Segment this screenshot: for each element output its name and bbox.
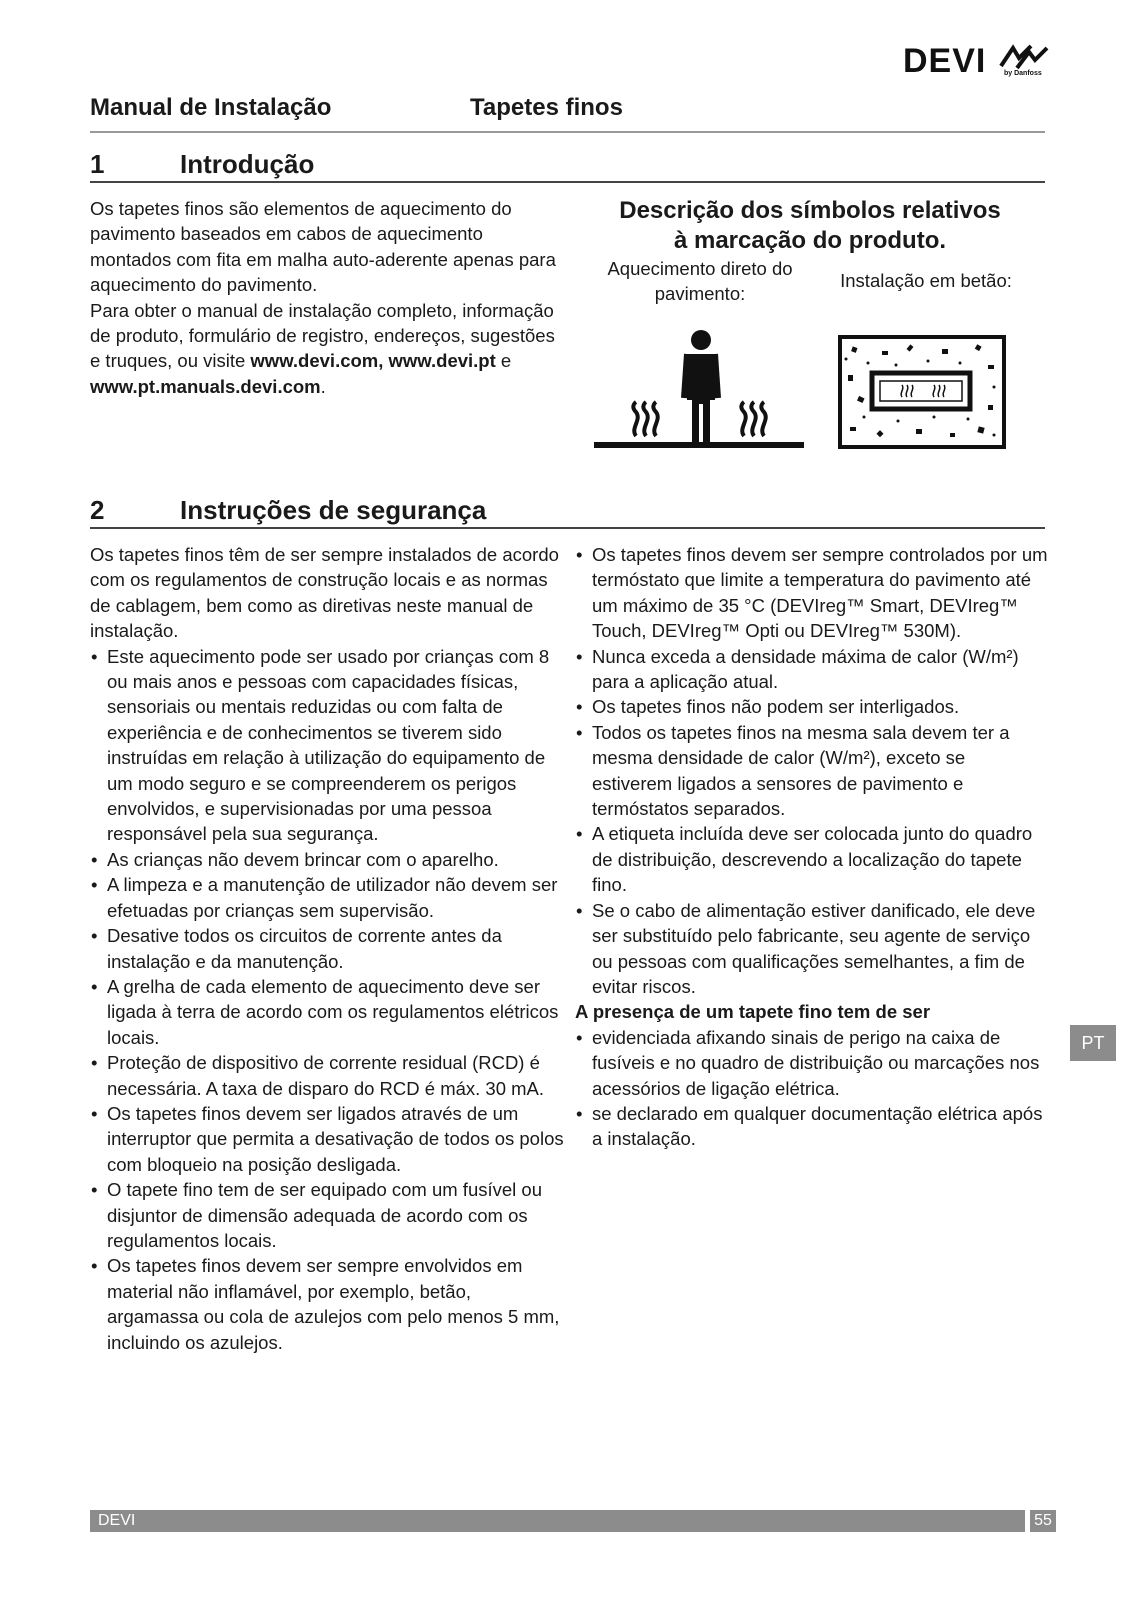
- section-1-number: 1: [90, 149, 105, 179]
- list-item: • se declarado em qualquer documentação elétrica após a instalação.: [575, 1101, 1050, 1152]
- product-title: Tapetes finos: [470, 94, 623, 121]
- person-floor-heating-icon: [592, 328, 807, 452]
- header-rule: [90, 131, 1045, 133]
- list-item: • A etiqueta incluída deve ser colocada junto do quadro de distribuição, descrevendo a localização do tapete fino.: [575, 821, 1050, 897]
- section-2-title: Instruções de segurança: [180, 495, 487, 525]
- list-item: • Os tapetes finos não podem ser interligados.: [575, 694, 1050, 719]
- manual-title: Manual de Instalação: [90, 94, 332, 121]
- brand-sub: by Danfoss: [1004, 70, 1042, 77]
- presence-heading: A presença de um tapete fino tem de ser: [575, 1001, 931, 1023]
- symbol-2-caption: Instalação em betão:: [840, 270, 1012, 291]
- symbols-title-line-1: Descrição dos símbolos relativos: [619, 197, 1001, 224]
- safety-right-column: [575, 542, 1050, 1152]
- list-item: • O tapete fino tem de ser equipado com um fusível ou disjuntor de dimensão adequada de acordo com os regulamentos locais.: [90, 1177, 565, 1253]
- intro-links-paragraph: [90, 298, 562, 400]
- list-item: • Os tapetes finos devem ser sempre controlados por um termóstato que limite a temperatura do pavimento até um máximo de 35 °C (DEVIreg™ Smart, DEVIreg™ Touch, DEVIreg™ Opti ou DEVIreg™ 530M).: [575, 542, 1050, 644]
- intro-lead: Para obter o manual de instalação completo, informação de produto, formulário de registro, endereços, sugestões e truques, ou visite: [90, 299, 555, 372]
- list-item: • Desative todos os circuitos de corrente antes da instalação e da manutenção.: [90, 923, 565, 974]
- list-item: • Este aquecimento pode ser usado por crianças com 8 ou mais anos e pessoas com capacidades físicas, sensoriais ou mentais reduzidas ou com falta de experiência e de conhecimentos se tiverem sido instruídas em relação à utilização do equipamento de um modo seguro e se compreenderem os perigos envolvidos, e supervisionadas por uma pessoa responsável pela sua segurança.: [90, 644, 565, 847]
- section-1-title: Introdução: [180, 149, 315, 179]
- link-manuals[interactable]: www.pt.manuals.devi.com: [90, 375, 321, 397]
- list-item: • A limpeza e a manutenção de utilizador não devem ser efetuadas por crianças sem supervisão.: [90, 872, 565, 923]
- period: .: [320, 375, 326, 397]
- safety-left-list: [90, 644, 565, 1355]
- symbols-title-line-2: à marcação do produto.: [673, 227, 947, 254]
- symbols-title: [580, 196, 1040, 256]
- brand-name: DEVI: [903, 42, 987, 80]
- intro-paragraph: Os tapetes finos são elementos de aquecimento do pavimento baseados em cabos de aquecimento montados com fita em malha auto-aderente apenas para aquecimento do pavimento.: [90, 198, 556, 296]
- section-2-number: 2: [90, 495, 105, 525]
- danfoss-wave-icon: [999, 44, 1049, 70]
- list-item: • Os tapetes finos devem ser ligados através de um interruptor que permita a desativação de todos os polos com bloqueio na posição desligada.: [90, 1101, 565, 1177]
- list-item: • Proteção de dispositivo de corrente residual (RCD) é necessária. A taxa de disparo do RCD é máx. 30 mA.: [90, 1050, 565, 1101]
- intro-text: [90, 196, 562, 399]
- and-text: e: [495, 350, 512, 372]
- devi-logo: [903, 42, 1055, 82]
- list-item: • evidenciada afixando sinais de perigo na caixa de fusíveis e no quadro de distribuição ou marcações nos acessórios de ligação elétrica.: [575, 1025, 1050, 1101]
- concrete-installation-icon: [838, 335, 1006, 449]
- safety-right-list: [575, 542, 1050, 999]
- list-item: • Se o cabo de alimentação estiver danificado, ele deve ser substituído pelo fabricante, seu agente de serviço ou pessoas com qualificações semelhantes, a fim de evitar riscos.: [575, 898, 1050, 1000]
- list-item: • As crianças não devem brincar com o aparelho.: [90, 847, 565, 872]
- link-devi-pt[interactable]: www.devi.pt: [388, 350, 496, 372]
- link-devi-com[interactable]: www.devi.com,: [250, 350, 384, 372]
- symbol-1-caption: Aquecimento direto do pavimento:: [607, 258, 793, 304]
- list-item: • Todos os tapetes finos na mesma sala devem ter a mesma densidade de calor (W/m²), exceto se estiverem ligados a sensores de pavimento e termóstatos separados.: [575, 720, 1050, 822]
- section-1-rule: [90, 181, 1045, 183]
- safety-intro: Os tapetes finos têm de ser sempre instalados de acordo com os regulamentos de construção locais e as normas de cablagem, bem como as diretivas neste manual de instalação.: [90, 544, 559, 642]
- section-2-rule: [90, 527, 1045, 529]
- presence-list: [575, 1025, 1050, 1152]
- list-item: • A grelha de cada elemento de aquecimento deve ser ligada à terra de acordo com os regulamentos elétricos locais.: [90, 974, 565, 1050]
- safety-left-column: [90, 542, 565, 1355]
- footer-brand: DEVI: [90, 1510, 1025, 1532]
- list-item: • Nunca exceda a densidade máxima de calor (W/m²) para a aplicação atual.: [575, 644, 1050, 695]
- language-tab: PT: [1070, 1025, 1116, 1061]
- page-number: 55: [1030, 1510, 1056, 1532]
- list-item: • Os tapetes finos devem ser sempre envolvidos em material não inflamável, por exemplo, betão, argamassa ou cola de azulejos com pelo menos 5 mm, incluindo os azulejos.: [90, 1253, 565, 1355]
